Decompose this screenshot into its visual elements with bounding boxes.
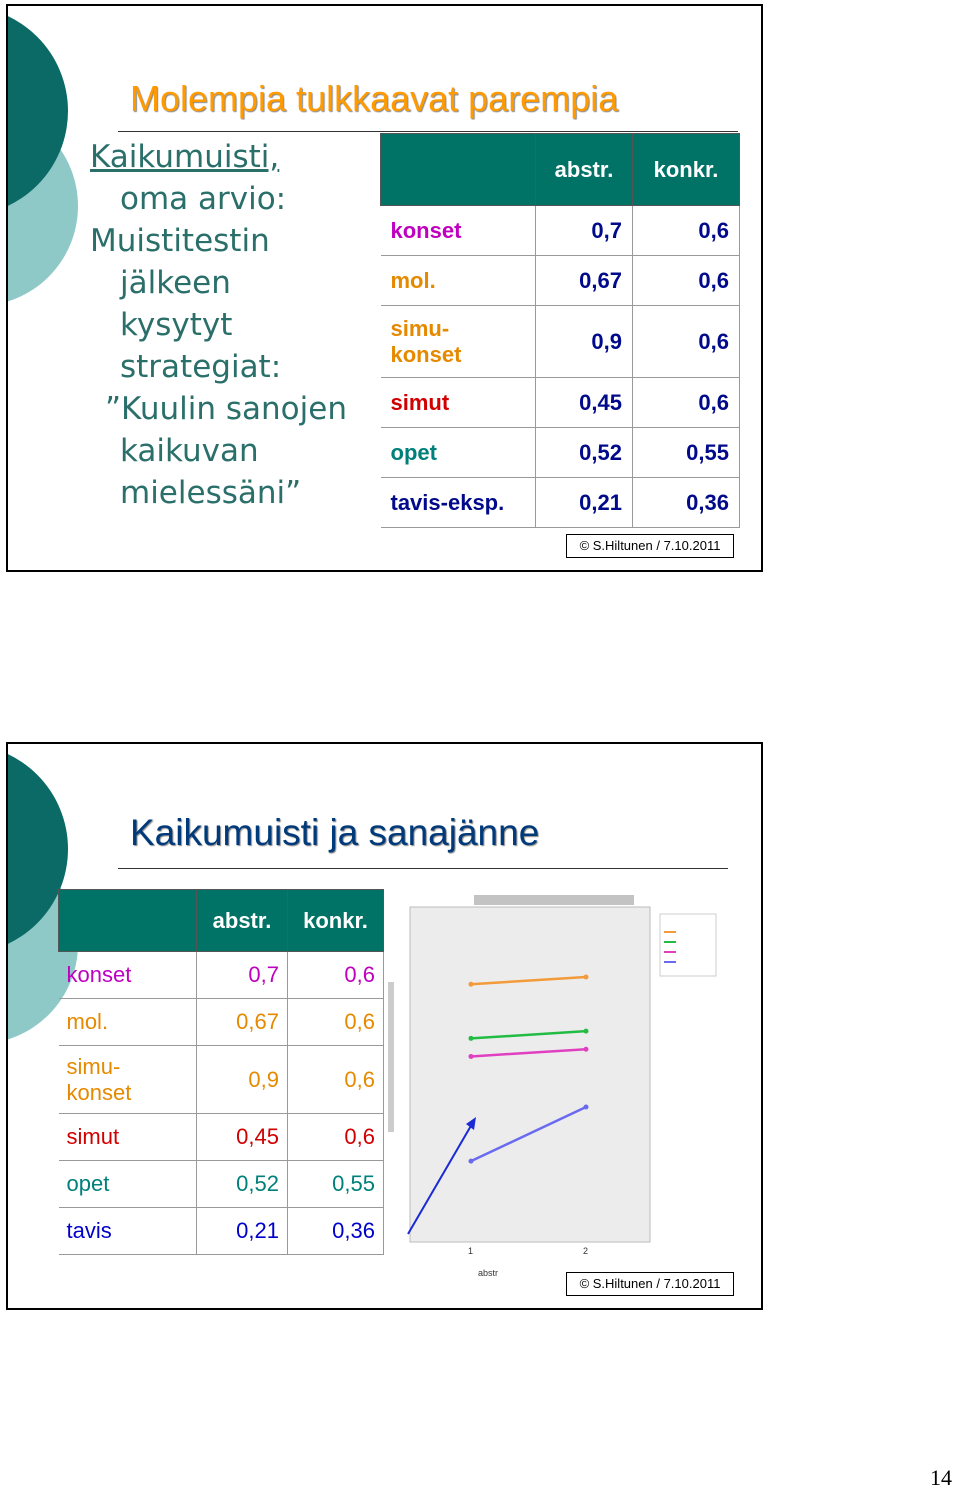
table-row <box>381 378 740 428</box>
results-table <box>380 133 740 528</box>
title-divider <box>118 131 738 132</box>
chart-plot-area <box>410 907 650 1242</box>
value-konkr: 0,6 <box>633 306 740 378</box>
text-line: kaikuvan <box>120 433 259 469</box>
value-konkr: 0,6 <box>288 999 384 1046</box>
value-abstr: 0,52 <box>197 1161 288 1208</box>
row-label: konset <box>381 206 536 256</box>
row-label: opet <box>381 428 536 478</box>
chart-title-smudge <box>474 895 634 905</box>
chart-ylabel-smudge <box>388 982 394 1132</box>
table-row <box>381 206 740 256</box>
row-label: simu- konset <box>59 1046 197 1114</box>
value-abstr: 0,52 <box>536 428 633 478</box>
series-point <box>584 1105 589 1110</box>
value-konkr: 0,6 <box>633 378 740 428</box>
row-label: simut <box>381 378 536 428</box>
value-konkr: 0,6 <box>633 206 740 256</box>
text-line: Kaikumuisti, <box>90 139 280 175</box>
table-row <box>381 428 740 478</box>
page-number: 14 <box>930 1465 952 1490</box>
header-konkr: konkr. <box>288 890 384 952</box>
table-row <box>381 256 740 306</box>
slide-1-text <box>90 136 380 514</box>
results-table <box>58 889 384 1255</box>
text-line: mielessäni” <box>120 475 302 511</box>
slide-1-title: Molempia tulkkaavat parempia <box>130 78 619 119</box>
value-abstr: 0,45 <box>536 378 633 428</box>
header-blank <box>59 890 197 952</box>
chart-x-label: abstr <box>478 1268 499 1278</box>
series-point <box>584 1047 589 1052</box>
table-row <box>59 952 384 999</box>
table-row <box>59 1208 384 1255</box>
text-line: oma arvio: <box>120 181 287 217</box>
header-konkr: konkr. <box>633 134 740 206</box>
table-row <box>59 1114 384 1161</box>
text-line: jälkeen <box>120 265 231 301</box>
table-row <box>381 306 740 378</box>
title-divider <box>118 868 728 869</box>
table-row <box>59 1161 384 1208</box>
value-konkr: 0,36 <box>633 478 740 528</box>
row-label: konset <box>59 952 197 999</box>
series-point <box>469 1159 474 1164</box>
table-row <box>381 478 740 528</box>
series-point <box>469 982 474 987</box>
line-chart <box>386 892 731 1287</box>
header-blank <box>381 134 536 206</box>
text-line: strategiat: <box>120 349 282 385</box>
value-konkr: 0,55 <box>288 1161 384 1208</box>
row-label: opet <box>59 1161 197 1208</box>
series-point <box>584 1029 589 1034</box>
row-label: mol. <box>381 256 536 306</box>
value-konkr: 0,6 <box>633 256 740 306</box>
series-point <box>584 975 589 980</box>
x-tick-label: 2 <box>583 1246 589 1256</box>
table-row <box>59 1046 384 1114</box>
value-konkr: 0,55 <box>633 428 740 478</box>
table-row <box>59 999 384 1046</box>
text-line: ”Kuulin sanojen <box>105 391 347 427</box>
row-label: simu- konset <box>381 306 536 378</box>
row-label: tavis <box>59 1208 197 1255</box>
x-tick-label: 1 <box>468 1246 474 1256</box>
value-abstr: 0,67 <box>197 999 288 1046</box>
copyright-box: © S.Hiltunen / 7.10.2011 <box>566 1272 734 1296</box>
copyright-box: © S.Hiltunen / 7.10.2011 <box>566 534 734 558</box>
value-abstr: 0,7 <box>536 206 633 256</box>
value-konkr: 0,6 <box>288 952 384 999</box>
value-konkr: 0,36 <box>288 1208 384 1255</box>
slide-1 <box>6 4 763 572</box>
header-abstr: abstr. <box>197 890 288 952</box>
value-abstr: 0,7 <box>197 952 288 999</box>
text-line: Muistitestin <box>90 223 270 259</box>
value-abstr: 0,45 <box>197 1114 288 1161</box>
row-label: mol. <box>59 999 197 1046</box>
row-label: tavis-eksp. <box>381 478 536 528</box>
row-label: simut <box>59 1114 197 1161</box>
slide-2-title: Kaikumuisti ja sanajänne <box>130 812 540 853</box>
value-abstr: 0,9 <box>536 306 633 378</box>
value-abstr: 0,67 <box>536 256 633 306</box>
chart-legend-box <box>660 914 716 976</box>
series-point <box>469 1036 474 1041</box>
value-abstr: 0,21 <box>197 1208 288 1255</box>
header-abstr: abstr. <box>536 134 633 206</box>
value-konkr: 0,6 <box>288 1046 384 1114</box>
text-line: kysytyt <box>120 307 233 343</box>
slide-2 <box>6 742 763 1310</box>
value-konkr: 0,6 <box>288 1114 384 1161</box>
value-abstr: 0,21 <box>536 478 633 528</box>
value-abstr: 0,9 <box>197 1046 288 1114</box>
series-point <box>469 1054 474 1059</box>
